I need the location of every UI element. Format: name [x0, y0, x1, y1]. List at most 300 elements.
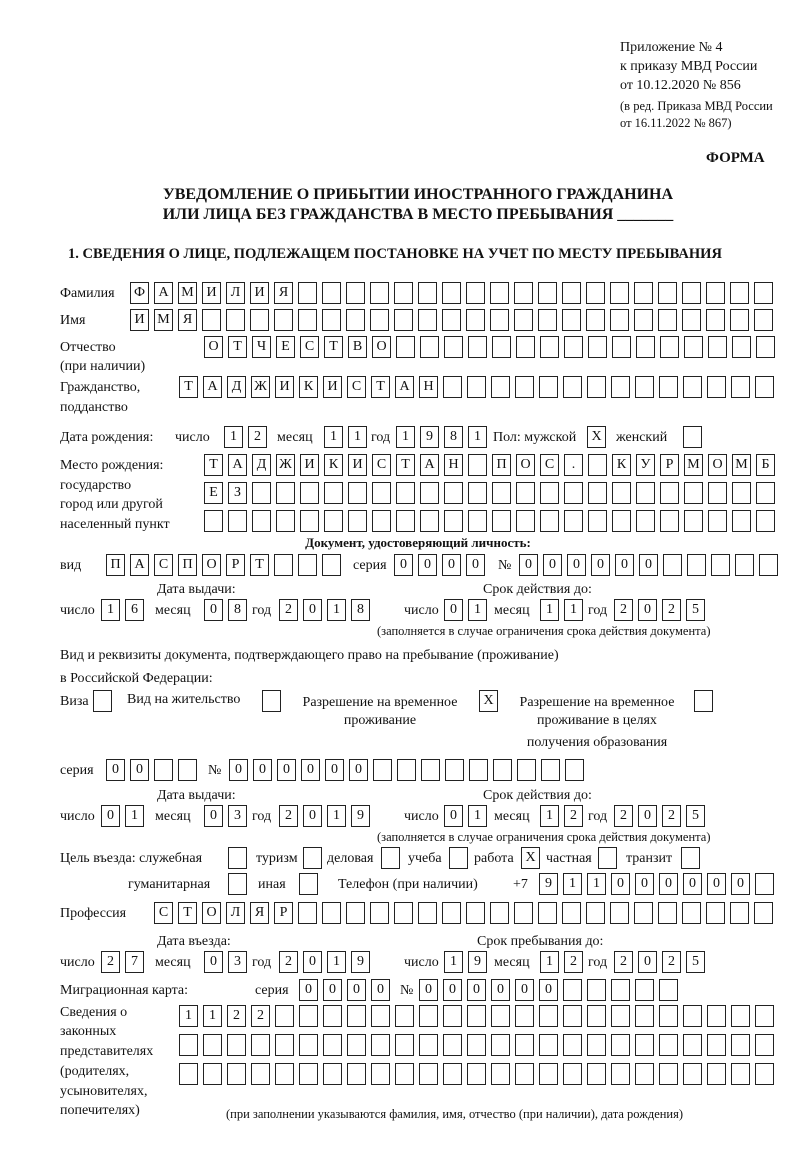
char-cell[interactable]: [635, 979, 654, 1001]
char-cell[interactable]: [755, 376, 774, 398]
char-cell[interactable]: 0: [106, 759, 125, 781]
char-cell[interactable]: О: [372, 336, 391, 358]
char-cell[interactable]: 0: [659, 873, 678, 895]
char-cell[interactable]: [449, 847, 468, 869]
char-cell[interactable]: А: [130, 554, 149, 576]
char-cell[interactable]: 3: [228, 951, 247, 973]
char-cell[interactable]: [635, 376, 654, 398]
char-cell[interactable]: А: [228, 454, 247, 476]
sex-male-checkbox[interactable]: [587, 426, 606, 448]
char-cell[interactable]: О: [708, 454, 727, 476]
char-cell[interactable]: 3: [228, 805, 247, 827]
char-cell[interactable]: [539, 1034, 558, 1056]
char-cell[interactable]: [730, 309, 749, 331]
char-cell[interactable]: [538, 282, 557, 304]
char-cell[interactable]: [468, 482, 487, 504]
char-cell[interactable]: [322, 282, 341, 304]
profession-field[interactable]: [154, 902, 773, 924]
char-cell[interactable]: [732, 482, 751, 504]
char-cell[interactable]: П: [106, 554, 125, 576]
char-cell[interactable]: П: [178, 554, 197, 576]
citizenship-field[interactable]: [179, 376, 774, 398]
char-cell[interactable]: [659, 376, 678, 398]
doc-issue-day-field[interactable]: [101, 599, 144, 621]
char-cell[interactable]: [323, 1005, 342, 1027]
char-cell[interactable]: 2: [662, 599, 681, 621]
char-cell[interactable]: [179, 1034, 198, 1056]
char-cell[interactable]: 0: [539, 979, 558, 1001]
birth-place-field-1[interactable]: [204, 454, 775, 476]
char-cell[interactable]: 0: [443, 979, 462, 1001]
char-cell[interactable]: [755, 873, 774, 895]
char-cell[interactable]: [515, 376, 534, 398]
char-cell[interactable]: [681, 847, 700, 869]
char-cell[interactable]: Н: [419, 376, 438, 398]
char-cell[interactable]: [262, 690, 281, 712]
char-cell[interactable]: [395, 1005, 414, 1027]
char-cell[interactable]: [612, 510, 631, 532]
char-cell[interactable]: [754, 282, 773, 304]
char-cell[interactable]: [442, 309, 461, 331]
char-cell[interactable]: Р: [274, 902, 293, 924]
char-cell[interactable]: [634, 902, 653, 924]
char-cell[interactable]: [516, 336, 535, 358]
char-cell[interactable]: X: [479, 690, 498, 712]
char-cell[interactable]: [612, 336, 631, 358]
char-cell[interactable]: 7: [125, 951, 144, 973]
char-cell[interactable]: [539, 376, 558, 398]
char-cell[interactable]: 1: [327, 805, 346, 827]
char-cell[interactable]: [491, 376, 510, 398]
doc-issue-year-field[interactable]: [279, 599, 370, 621]
char-cell[interactable]: Т: [324, 336, 343, 358]
char-cell[interactable]: К: [324, 454, 343, 476]
char-cell[interactable]: 0: [229, 759, 248, 781]
char-cell[interactable]: 2: [251, 1005, 270, 1027]
char-cell[interactable]: К: [299, 376, 318, 398]
char-cell[interactable]: [754, 902, 773, 924]
char-cell[interactable]: 0: [349, 759, 368, 781]
char-cell[interactable]: [683, 376, 702, 398]
char-cell[interactable]: [540, 336, 559, 358]
stay-series-field[interactable]: [106, 759, 197, 781]
char-cell[interactable]: [683, 1005, 702, 1027]
char-cell[interactable]: [635, 1063, 654, 1085]
char-cell[interactable]: [443, 1063, 462, 1085]
char-cell[interactable]: [418, 309, 437, 331]
char-cell[interactable]: [611, 1063, 630, 1085]
char-cell[interactable]: [586, 309, 605, 331]
char-cell[interactable]: [684, 510, 703, 532]
char-cell[interactable]: [732, 510, 751, 532]
char-cell[interactable]: [707, 376, 726, 398]
char-cell[interactable]: [635, 1005, 654, 1027]
char-cell[interactable]: [419, 1034, 438, 1056]
char-cell[interactable]: О: [516, 454, 535, 476]
char-cell[interactable]: Т: [228, 336, 247, 358]
char-cell[interactable]: 0: [442, 554, 461, 576]
char-cell[interactable]: 2: [614, 599, 633, 621]
char-cell[interactable]: [370, 282, 389, 304]
char-cell[interactable]: [442, 282, 461, 304]
char-cell[interactable]: [540, 482, 559, 504]
birth-year-field[interactable]: [396, 426, 487, 448]
char-cell[interactable]: [467, 1063, 486, 1085]
patronymic-field[interactable]: [204, 336, 775, 358]
char-cell[interactable]: [226, 309, 245, 331]
char-cell[interactable]: [444, 336, 463, 358]
char-cell[interactable]: [730, 282, 749, 304]
char-cell[interactable]: З: [228, 482, 247, 504]
char-cell[interactable]: 5: [686, 951, 705, 973]
char-cell[interactable]: [683, 426, 702, 448]
char-cell[interactable]: [490, 282, 509, 304]
char-cell[interactable]: 1: [125, 805, 144, 827]
char-cell[interactable]: [658, 309, 677, 331]
char-cell[interactable]: [563, 1063, 582, 1085]
char-cell[interactable]: С: [154, 554, 173, 576]
char-cell[interactable]: [490, 309, 509, 331]
char-cell[interactable]: [394, 309, 413, 331]
char-cell[interactable]: [756, 336, 775, 358]
char-cell[interactable]: 0: [347, 979, 366, 1001]
char-cell[interactable]: С: [372, 454, 391, 476]
char-cell[interactable]: А: [395, 376, 414, 398]
char-cell[interactable]: 0: [635, 873, 654, 895]
char-cell[interactable]: 0: [638, 951, 657, 973]
char-cell[interactable]: [564, 482, 583, 504]
char-cell[interactable]: [322, 554, 341, 576]
char-cell[interactable]: [587, 979, 606, 1001]
char-cell[interactable]: [682, 309, 701, 331]
char-cell[interactable]: О: [204, 336, 223, 358]
char-cell[interactable]: 8: [228, 599, 247, 621]
char-cell[interactable]: Т: [178, 902, 197, 924]
char-cell[interactable]: [322, 902, 341, 924]
char-cell[interactable]: 5: [686, 599, 705, 621]
char-cell[interactable]: [299, 1005, 318, 1027]
char-cell[interactable]: [93, 690, 112, 712]
doc-valid-year-field[interactable]: [614, 599, 705, 621]
char-cell[interactable]: 0: [615, 554, 634, 576]
stay-valid-day-field[interactable]: [444, 805, 487, 827]
char-cell[interactable]: Б: [756, 454, 775, 476]
char-cell[interactable]: [468, 336, 487, 358]
representatives-field-2[interactable]: [179, 1034, 774, 1056]
char-cell[interactable]: [179, 1063, 198, 1085]
doc-issue-month-field[interactable]: [204, 599, 247, 621]
char-cell[interactable]: [538, 902, 557, 924]
char-cell[interactable]: [372, 482, 391, 504]
char-cell[interactable]: 0: [466, 554, 485, 576]
char-cell[interactable]: И: [300, 454, 319, 476]
char-cell[interactable]: [684, 336, 703, 358]
char-cell[interactable]: [445, 759, 464, 781]
char-cell[interactable]: 0: [611, 873, 630, 895]
char-cell[interactable]: [468, 454, 487, 476]
char-cell[interactable]: Р: [226, 554, 245, 576]
char-cell[interactable]: 2: [564, 951, 583, 973]
char-cell[interactable]: М: [684, 454, 703, 476]
char-cell[interactable]: [420, 510, 439, 532]
char-cell[interactable]: [467, 376, 486, 398]
char-cell[interactable]: [373, 759, 392, 781]
char-cell[interactable]: [564, 336, 583, 358]
char-cell[interactable]: [421, 759, 440, 781]
char-cell[interactable]: [562, 282, 581, 304]
char-cell[interactable]: [708, 510, 727, 532]
stay-until-month-field[interactable]: [540, 951, 583, 973]
char-cell[interactable]: 1: [327, 599, 346, 621]
char-cell[interactable]: 0: [638, 805, 657, 827]
char-cell[interactable]: [394, 902, 413, 924]
char-cell[interactable]: М: [732, 454, 751, 476]
char-cell[interactable]: [660, 510, 679, 532]
char-cell[interactable]: [563, 979, 582, 1001]
char-cell[interactable]: 0: [638, 599, 657, 621]
char-cell[interactable]: X: [521, 847, 540, 869]
char-cell[interactable]: С: [347, 376, 366, 398]
char-cell[interactable]: [394, 282, 413, 304]
char-cell[interactable]: 2: [248, 426, 267, 448]
char-cell[interactable]: [443, 1005, 462, 1027]
char-cell[interactable]: [178, 759, 197, 781]
char-cell[interactable]: [754, 309, 773, 331]
char-cell[interactable]: .: [564, 454, 583, 476]
char-cell[interactable]: Я: [178, 309, 197, 331]
doc-valid-month-field[interactable]: [540, 599, 583, 621]
char-cell[interactable]: [660, 336, 679, 358]
char-cell[interactable]: [659, 1063, 678, 1085]
char-cell[interactable]: [586, 902, 605, 924]
char-cell[interactable]: [658, 902, 677, 924]
char-cell[interactable]: [711, 554, 730, 576]
char-cell[interactable]: [541, 759, 560, 781]
trp-checkbox[interactable]: [479, 690, 498, 712]
char-cell[interactable]: [346, 902, 365, 924]
char-cell[interactable]: [203, 1063, 222, 1085]
char-cell[interactable]: Т: [250, 554, 269, 576]
char-cell[interactable]: 0: [707, 873, 726, 895]
char-cell[interactable]: О: [202, 902, 221, 924]
char-cell[interactable]: [252, 510, 271, 532]
char-cell[interactable]: 1: [324, 426, 343, 448]
representatives-field-3[interactable]: [179, 1063, 774, 1085]
char-cell[interactable]: И: [250, 282, 269, 304]
char-cell[interactable]: [514, 309, 533, 331]
stay-issue-month-field[interactable]: [204, 805, 247, 827]
char-cell[interactable]: [466, 282, 485, 304]
char-cell[interactable]: 0: [277, 759, 296, 781]
char-cell[interactable]: 0: [519, 554, 538, 576]
char-cell[interactable]: [228, 873, 247, 895]
char-cell[interactable]: [396, 510, 415, 532]
char-cell[interactable]: Л: [226, 902, 245, 924]
char-cell[interactable]: С: [540, 454, 559, 476]
char-cell[interactable]: [444, 482, 463, 504]
char-cell[interactable]: П: [492, 454, 511, 476]
char-cell[interactable]: [732, 336, 751, 358]
char-cell[interactable]: [707, 1063, 726, 1085]
char-cell[interactable]: [444, 510, 463, 532]
char-cell[interactable]: [659, 979, 678, 1001]
char-cell[interactable]: С: [300, 336, 319, 358]
char-cell[interactable]: [539, 1005, 558, 1027]
char-cell[interactable]: [300, 510, 319, 532]
char-cell[interactable]: 2: [662, 805, 681, 827]
char-cell[interactable]: [419, 1005, 438, 1027]
char-cell[interactable]: 0: [325, 759, 344, 781]
char-cell[interactable]: 1: [468, 599, 487, 621]
char-cell[interactable]: [418, 902, 437, 924]
char-cell[interactable]: [228, 847, 247, 869]
doc-series-field[interactable]: [394, 554, 485, 576]
char-cell[interactable]: [251, 1034, 270, 1056]
char-cell[interactable]: [731, 1034, 750, 1056]
char-cell[interactable]: [683, 1063, 702, 1085]
char-cell[interactable]: [516, 510, 535, 532]
char-cell[interactable]: [663, 554, 682, 576]
char-cell[interactable]: 1: [540, 951, 559, 973]
char-cell[interactable]: [598, 847, 617, 869]
char-cell[interactable]: [730, 902, 749, 924]
char-cell[interactable]: Ж: [276, 454, 295, 476]
trp-edu-checkbox[interactable]: [694, 690, 713, 712]
char-cell[interactable]: 1: [179, 1005, 198, 1027]
char-cell[interactable]: [564, 510, 583, 532]
char-cell[interactable]: 5: [686, 805, 705, 827]
char-cell[interactable]: 0: [101, 805, 120, 827]
char-cell[interactable]: [539, 1063, 558, 1085]
char-cell[interactable]: 2: [279, 599, 298, 621]
stay-issue-year-field[interactable]: [279, 805, 370, 827]
char-cell[interactable]: [610, 902, 629, 924]
entry-day-field[interactable]: [101, 951, 144, 973]
char-cell[interactable]: [299, 1034, 318, 1056]
char-cell[interactable]: [492, 336, 511, 358]
purpose-transit-checkbox[interactable]: [681, 847, 700, 869]
char-cell[interactable]: [588, 510, 607, 532]
char-cell[interactable]: О: [202, 554, 221, 576]
char-cell[interactable]: [491, 1034, 510, 1056]
char-cell[interactable]: [659, 1005, 678, 1027]
char-cell[interactable]: [731, 376, 750, 398]
char-cell[interactable]: [682, 282, 701, 304]
char-cell[interactable]: [371, 1034, 390, 1056]
stay-issue-day-field[interactable]: [101, 805, 144, 827]
char-cell[interactable]: [565, 759, 584, 781]
char-cell[interactable]: [228, 510, 247, 532]
char-cell[interactable]: [322, 309, 341, 331]
char-cell[interactable]: [324, 510, 343, 532]
char-cell[interactable]: [514, 282, 533, 304]
doc-kind-field[interactable]: [106, 554, 341, 576]
char-cell[interactable]: 0: [303, 805, 322, 827]
char-cell[interactable]: [420, 482, 439, 504]
stay-until-year-field[interactable]: [614, 951, 705, 973]
char-cell[interactable]: 9: [539, 873, 558, 895]
purpose-private-checkbox[interactable]: [598, 847, 617, 869]
char-cell[interactable]: М: [178, 282, 197, 304]
char-cell[interactable]: [636, 510, 655, 532]
char-cell[interactable]: 0: [419, 979, 438, 1001]
char-cell[interactable]: 0: [323, 979, 342, 1001]
char-cell[interactable]: 9: [420, 426, 439, 448]
char-cell[interactable]: 0: [639, 554, 658, 576]
char-cell[interactable]: [611, 979, 630, 1001]
char-cell[interactable]: [587, 1005, 606, 1027]
char-cell[interactable]: 0: [591, 554, 610, 576]
char-cell[interactable]: 1: [540, 805, 559, 827]
char-cell[interactable]: В: [348, 336, 367, 358]
char-cell[interactable]: [708, 336, 727, 358]
birth-month-field[interactable]: [324, 426, 367, 448]
char-cell[interactable]: 0: [204, 951, 223, 973]
char-cell[interactable]: [348, 482, 367, 504]
char-cell[interactable]: Т: [396, 454, 415, 476]
char-cell[interactable]: 1: [468, 805, 487, 827]
char-cell[interactable]: 1: [444, 951, 463, 973]
char-cell[interactable]: [395, 1034, 414, 1056]
char-cell[interactable]: [635, 1034, 654, 1056]
char-cell[interactable]: [756, 482, 775, 504]
char-cell[interactable]: [275, 1005, 294, 1027]
char-cell[interactable]: [731, 1005, 750, 1027]
char-cell[interactable]: [612, 482, 631, 504]
char-cell[interactable]: [491, 1063, 510, 1085]
stay-until-day-field[interactable]: [444, 951, 487, 973]
char-cell[interactable]: [515, 1005, 534, 1027]
char-cell[interactable]: [587, 1034, 606, 1056]
char-cell[interactable]: [587, 1063, 606, 1085]
char-cell[interactable]: 0: [394, 554, 413, 576]
char-cell[interactable]: [682, 902, 701, 924]
char-cell[interactable]: [491, 1005, 510, 1027]
char-cell[interactable]: 0: [418, 554, 437, 576]
char-cell[interactable]: [299, 1063, 318, 1085]
char-cell[interactable]: [706, 902, 725, 924]
purpose-humanitarian-checkbox[interactable]: [228, 873, 247, 895]
char-cell[interactable]: 2: [662, 951, 681, 973]
char-cell[interactable]: Е: [276, 336, 295, 358]
char-cell[interactable]: 0: [444, 599, 463, 621]
char-cell[interactable]: Я: [250, 902, 269, 924]
char-cell[interactable]: [563, 1005, 582, 1027]
char-cell[interactable]: [611, 376, 630, 398]
name-field[interactable]: [130, 309, 773, 331]
char-cell[interactable]: И: [323, 376, 342, 398]
char-cell[interactable]: [707, 1005, 726, 1027]
char-cell[interactable]: [610, 309, 629, 331]
char-cell[interactable]: [586, 282, 605, 304]
char-cell[interactable]: 1: [396, 426, 415, 448]
char-cell[interactable]: [658, 282, 677, 304]
char-cell[interactable]: [493, 759, 512, 781]
char-cell[interactable]: 1: [540, 599, 559, 621]
char-cell[interactable]: 1: [101, 599, 120, 621]
char-cell[interactable]: [298, 554, 317, 576]
char-cell[interactable]: [562, 902, 581, 924]
char-cell[interactable]: [299, 873, 318, 895]
char-cell[interactable]: 0: [204, 805, 223, 827]
char-cell[interactable]: [706, 282, 725, 304]
char-cell[interactable]: И: [130, 309, 149, 331]
char-cell[interactable]: 0: [130, 759, 149, 781]
char-cell[interactable]: [731, 1063, 750, 1085]
char-cell[interactable]: [759, 554, 778, 576]
char-cell[interactable]: [755, 1034, 774, 1056]
char-cell[interactable]: [588, 336, 607, 358]
